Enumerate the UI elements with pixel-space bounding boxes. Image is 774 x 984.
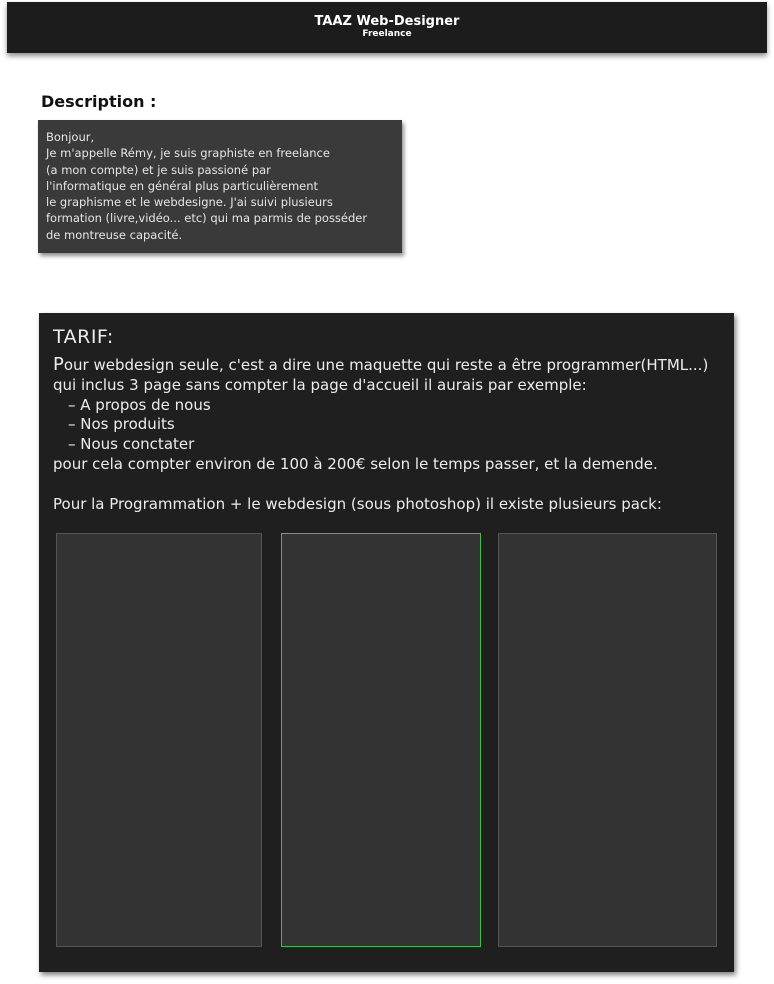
description-box xyxy=(38,120,402,253)
tarif-page-item: – Nos produits xyxy=(68,415,175,434)
tarif-intro-line xyxy=(53,355,733,376)
tarif-page-item: – A propos de nous xyxy=(68,395,211,414)
tarif-intro-rest: our webdesign seule, c'est a dire une maquette qui reste a être programmer(HTML...) xyxy=(63,356,709,374)
pack-card-3[interactable] xyxy=(498,533,717,947)
tarif-page-item: – Nous conctater xyxy=(68,435,195,454)
tarif-intro-line-2: qui inclus 3 page sans compter la page d'accueil il aurais par exemple: xyxy=(53,375,587,394)
pack-card-2-selected[interactable] xyxy=(281,533,481,947)
description-line: Je m'appelle Rémy, je suis graphiste en freelance xyxy=(46,146,330,161)
description-line: formation (livre,vidéo... etc) qui ma parmis de posséder xyxy=(46,211,368,226)
site-title: TAAZ Web-Designer xyxy=(314,14,460,29)
site-header xyxy=(7,2,767,53)
description-heading: Description : xyxy=(41,92,157,111)
description-line: (a mon compte) et je suis passioné par xyxy=(46,162,271,177)
tarif-text xyxy=(53,355,733,515)
description-line: le graphisme et le webdesigne. J'ai suivi plusieurs xyxy=(46,195,333,210)
tarif-spacer xyxy=(53,475,733,495)
pack-card-1[interactable] xyxy=(56,533,262,947)
site-subtitle: Freelance xyxy=(362,29,412,39)
tarif-pack-intro: Pour la Programmation + le webdesign (sous photoshop) il existe plusieurs pack: xyxy=(53,494,662,513)
tarif-title: TARIF: xyxy=(53,326,114,348)
tarif-panel xyxy=(39,313,734,972)
description-line: de montreuse capacité. xyxy=(46,227,183,242)
tarif-intro-initial: P xyxy=(53,354,64,375)
description-line: Bonjour, xyxy=(46,130,95,144)
tarif-price-line: pour cela compter environ de 100 à 200€ selon le temps passer, et la demende. xyxy=(53,454,658,473)
description-line: l'informatique en général plus particulièrement xyxy=(46,178,319,193)
